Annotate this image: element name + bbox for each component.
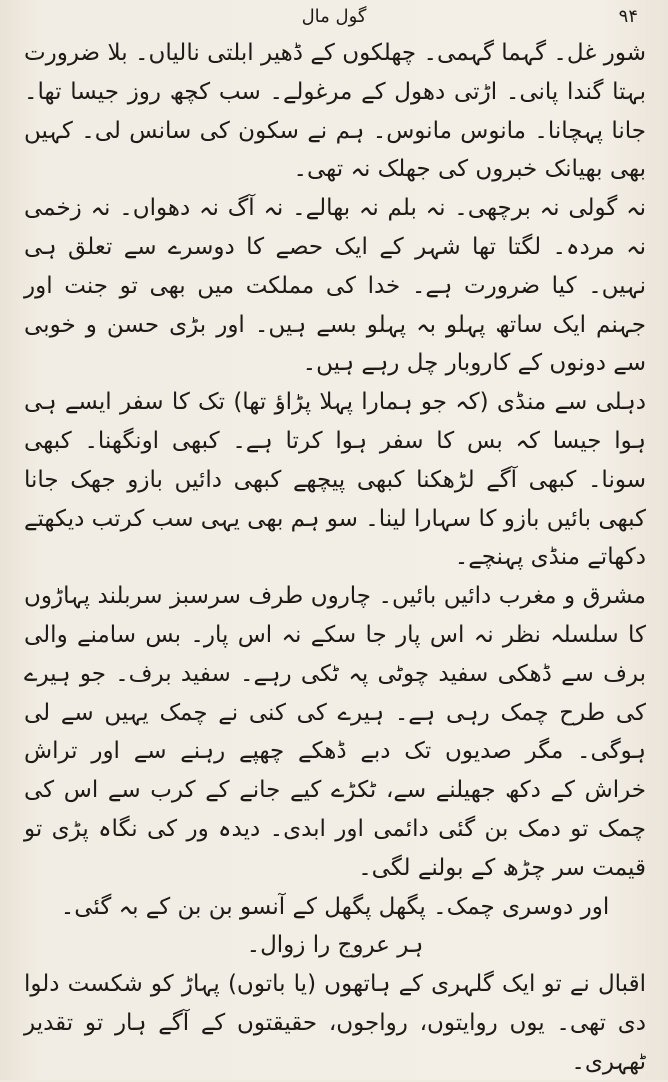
paragraph: شور غل۔ گہما گہمی۔ چھلکوں کے ڈھیر ابلتی نالیاں۔ بلا ضرورت بہتا گندا پانی۔ اڑتی دھول کے مرغولے۔ سب کچھ روز جیسا تھا۔ جانا پہچانا۔ مانوس مانوس۔ ہم نے سکون کی سانس لی۔ کہیں بھی بھیانک خبروں کی جھلک نہ تھی۔ bbox=[24, 40, 646, 183]
paragraph: دہلی سے منڈی (کہ جو ہمارا پہلا پڑاؤ تھا) تک کا سفر ایسے ہی ہوا جیسا کہ بس کا سفر ہوا کرتا ہے۔ کبھی اونگھنا۔ کبھی سونا۔ کبھی آگے لڑھکنا کبھی پیچھے کبھی دائیں بازو جھک جانا کبھی بائیں بازو کا سہارا لینا۔ سو ہم بھی یہی سب کرتب دیکھتے دکھاتے منڈی پہنچے۔ bbox=[24, 389, 646, 571]
paragraph: ہر عروج را زوال۔ bbox=[246, 932, 424, 959]
page-header bbox=[0, 4, 668, 30]
paragraph: اور دوسری چمک۔ پگھل پگھل کے آنسو بن بن کے بہ گئی۔ bbox=[60, 893, 610, 920]
body-text bbox=[24, 34, 646, 1082]
page-number: ۹۴ bbox=[618, 6, 638, 27]
paragraph: نہ گولی نہ برچھی۔ نہ بلم نہ بھالے۔ نہ آگ نہ دھواں۔ نہ زخمی نہ مردہ۔ لگتا تھا شہر کے ایک حصے کا دوسرے سے تعلق ہی نہیں۔ کیا ضرورت ہے۔ خدا کی مملکت میں بھی تو جنت اور جہنم ایک ساتھ پہلو بہ پہلو بسے ہیں۔ اور بڑی حسن و خوبی سے دونوں کے کاروبار چل رہے ہیں۔ bbox=[24, 195, 646, 377]
running-title: گول مال bbox=[301, 6, 367, 27]
paragraph: اقبال نے تو ایک گلہری کے ہاتھوں (یا باتوں) پہاڑ کو شکست دلوا دی تھی۔ یوں روایتوں، رواجوں، حقیقتوں کے آگے ہار تو تقدیر ٹھہری۔ bbox=[24, 971, 646, 1075]
paragraph: مشرق و مغرب دائیں بائیں۔ چاروں طرف سرسبز سربلند پہاڑوں کا سلسلہ نظر نہ اس پار جا سکے نہ اس پار۔ بس سامنے والی برف سے ڈھکی سفید چوٹی پہ ٹکی رہے۔ سفید برف۔ جو ہیرے کی طرح چمک رہی ہے۔ ہیرے کی کنی نے چمک یہیں سے لی ہوگی۔ مگر صدیوں تک دبے ڈھکے چھپے رہنے سے اور تراش خراش کے دکھ جھیلنے سے، ٹکڑے کیے جانے کے کرب سے اس کی چمک تو دمک بن گئی دائمی اور ابدی۔ دیدہ ور کی نگاہ پڑی تو قیمت سر چڑھ کے بولنے لگی۔ bbox=[24, 583, 646, 881]
